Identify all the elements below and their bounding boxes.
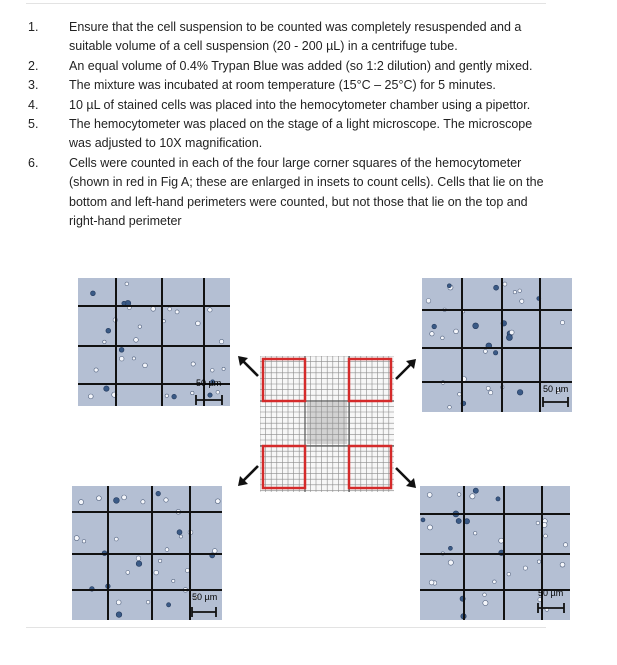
cell-dot [510,330,515,335]
step-number: 4. [28,97,39,112]
cell-dot [219,339,223,343]
cell-dot [146,600,150,604]
cell-dot [94,368,98,372]
micrograph-top-left [78,278,230,406]
cell-dot [116,612,122,618]
cell-dot [143,363,148,368]
cell-dot [493,580,497,584]
micrograph-bottom-right [420,486,570,620]
cell-dot [537,560,540,563]
cell-dot [517,390,523,396]
cell-dot [168,307,172,311]
cell-dot [503,282,507,286]
cell-dot [136,556,141,561]
cell-dot [103,340,106,343]
cell-dot [544,534,548,538]
cell-dot [506,335,512,341]
cell-dot [134,338,139,343]
cell-dot [164,498,168,502]
cell-dot [97,496,102,501]
hemocytometer-grid [260,356,394,492]
cell-dot [132,357,135,360]
cell-dot [122,301,126,305]
cell-dot [447,284,451,288]
cell-dot [484,350,488,354]
scale-bar-label: 50 µm [543,384,569,394]
cell-dot [486,386,490,390]
step-text: 10 µL of stained cells was placed into the hemocytometer chamber using a pipettor. [69,97,531,112]
step-number: 2. [28,58,39,73]
step-number: 1. [28,20,39,34]
cell-dot [560,321,564,325]
cell-dot [432,324,437,329]
cell-dot [167,603,171,607]
cell-dot [104,386,109,391]
cell-dot [138,325,141,328]
cell-dot [473,323,479,329]
cell-dot [165,394,168,397]
cell-dot [175,310,179,314]
cell-dot [208,308,212,312]
cell-dot [457,493,461,497]
cell-dot [154,570,159,575]
cell-dot [114,498,120,504]
cell-dot [536,521,540,525]
arrow-top-left-icon [236,354,260,378]
step-5 [0,115,617,154]
procedure-list [0,18,617,231]
cell-dot [196,321,201,326]
cell-dot [208,393,212,397]
step-text: Ensure that the cell suspension to be counted was completely resuspended and a suitable volume of a cell suspension (20 - 200 µL) in a centrifuge tube. [69,20,522,54]
cell-dot [126,571,130,575]
cell-dot [119,347,124,352]
step-text: An equal volume of 0.4% Trypan Blue was added (so 1:2 dilution) and gently mixed. [69,58,533,73]
cell-dot [470,494,475,499]
cell-dot [499,538,504,543]
cell-dot [493,351,497,355]
cell-dot [191,391,194,394]
scale-bar-label: 50 µm [538,588,564,598]
cell-dot [191,362,195,366]
cell-dot [483,600,488,605]
cell-dot [211,369,215,373]
arrow-top-right-icon [394,357,418,381]
cell-dot [116,600,121,605]
cell-dot [458,392,462,396]
step-2 [0,57,617,76]
cell-dot [151,307,156,312]
cell-dot [141,500,145,504]
cell-dot [172,579,175,582]
step-number: 3. [28,78,39,93]
arrow-bottom-right-icon [394,466,418,490]
step-4 [0,96,617,115]
cell-dot [474,532,477,535]
cell-dot [136,561,142,567]
cell-dot [421,518,425,522]
scale-bar-label: 50 µm [196,378,222,388]
cell-dot [426,299,431,304]
cell-dot [215,499,220,504]
cell-dot [122,495,127,500]
step-1 [0,18,617,57]
cell-dot [489,391,493,395]
cell-dot [518,289,522,293]
cell-dot [560,562,565,567]
cell-dot [74,536,79,541]
inset-bottom-left [72,486,222,620]
cell-dot [156,491,161,496]
inset-top-right [422,278,572,412]
cell-dot [428,525,433,530]
cell-dot [429,580,434,585]
cell-dot [448,405,452,409]
cell-dot [473,488,478,493]
cell-dot [106,328,111,333]
step-text: The hemocytometer was placed on the stage of a light microscope. The microscope was adjusted to 10X magnification. [69,117,533,151]
scale-bar-label: 50 µm [192,592,218,602]
cell-dot [483,593,487,597]
cell-dot [213,549,218,554]
cell-dot [125,282,129,286]
cell-dot [456,518,461,523]
cell-dot [448,546,452,550]
cell-dot [513,290,516,293]
micrograph-top-right [422,278,572,412]
arrow-bottom-left-icon [236,464,260,488]
cell-dot [165,548,169,552]
cell-dot [185,569,189,573]
cell-dot [88,394,93,399]
cell-dot [427,493,432,498]
cell-dot [448,560,453,565]
cell-dot [441,336,445,340]
cell-dot [114,537,118,541]
top-divider [26,3,546,4]
cell-dot [430,332,434,336]
cell-dot [177,530,182,535]
step-text: Cells were counted in each of the four large corner squares of the hemocytometer (shown in red in Fig A; these are enlarged in insets to count cells). Cells that lie on the bottom and left-hand perimeters were counted, but not those that lie on the top and right-hand perimeter [69,155,544,229]
cell-dot [464,519,469,524]
cell-dot [454,329,459,334]
step-number: 6. [28,155,39,170]
cell-dot [563,543,567,547]
cell-dot [496,497,500,501]
cell-dot [158,559,161,562]
step-6 [0,154,617,232]
step-text: The mixture was incubated at room temperature (15°C – 25°C) for 5 minutes. [69,78,496,93]
cell-dot [91,291,96,296]
step-3 [0,76,617,95]
micrograph-bottom-left [72,486,222,620]
cell-dot [523,566,527,570]
bottom-divider [26,627,546,628]
inset-bottom-right [420,486,570,620]
cell-dot [79,500,84,505]
cell-dot [494,285,499,290]
cell-dot [82,540,85,543]
step-number: 5. [28,117,39,132]
cell-dot [216,390,220,394]
cell-dot [179,535,182,538]
cell-dot [507,572,511,576]
cell-dot [222,367,225,370]
inset-top-left [78,278,230,406]
cell-dot [172,394,177,399]
cell-dot [119,356,124,361]
cell-dot [520,299,524,303]
